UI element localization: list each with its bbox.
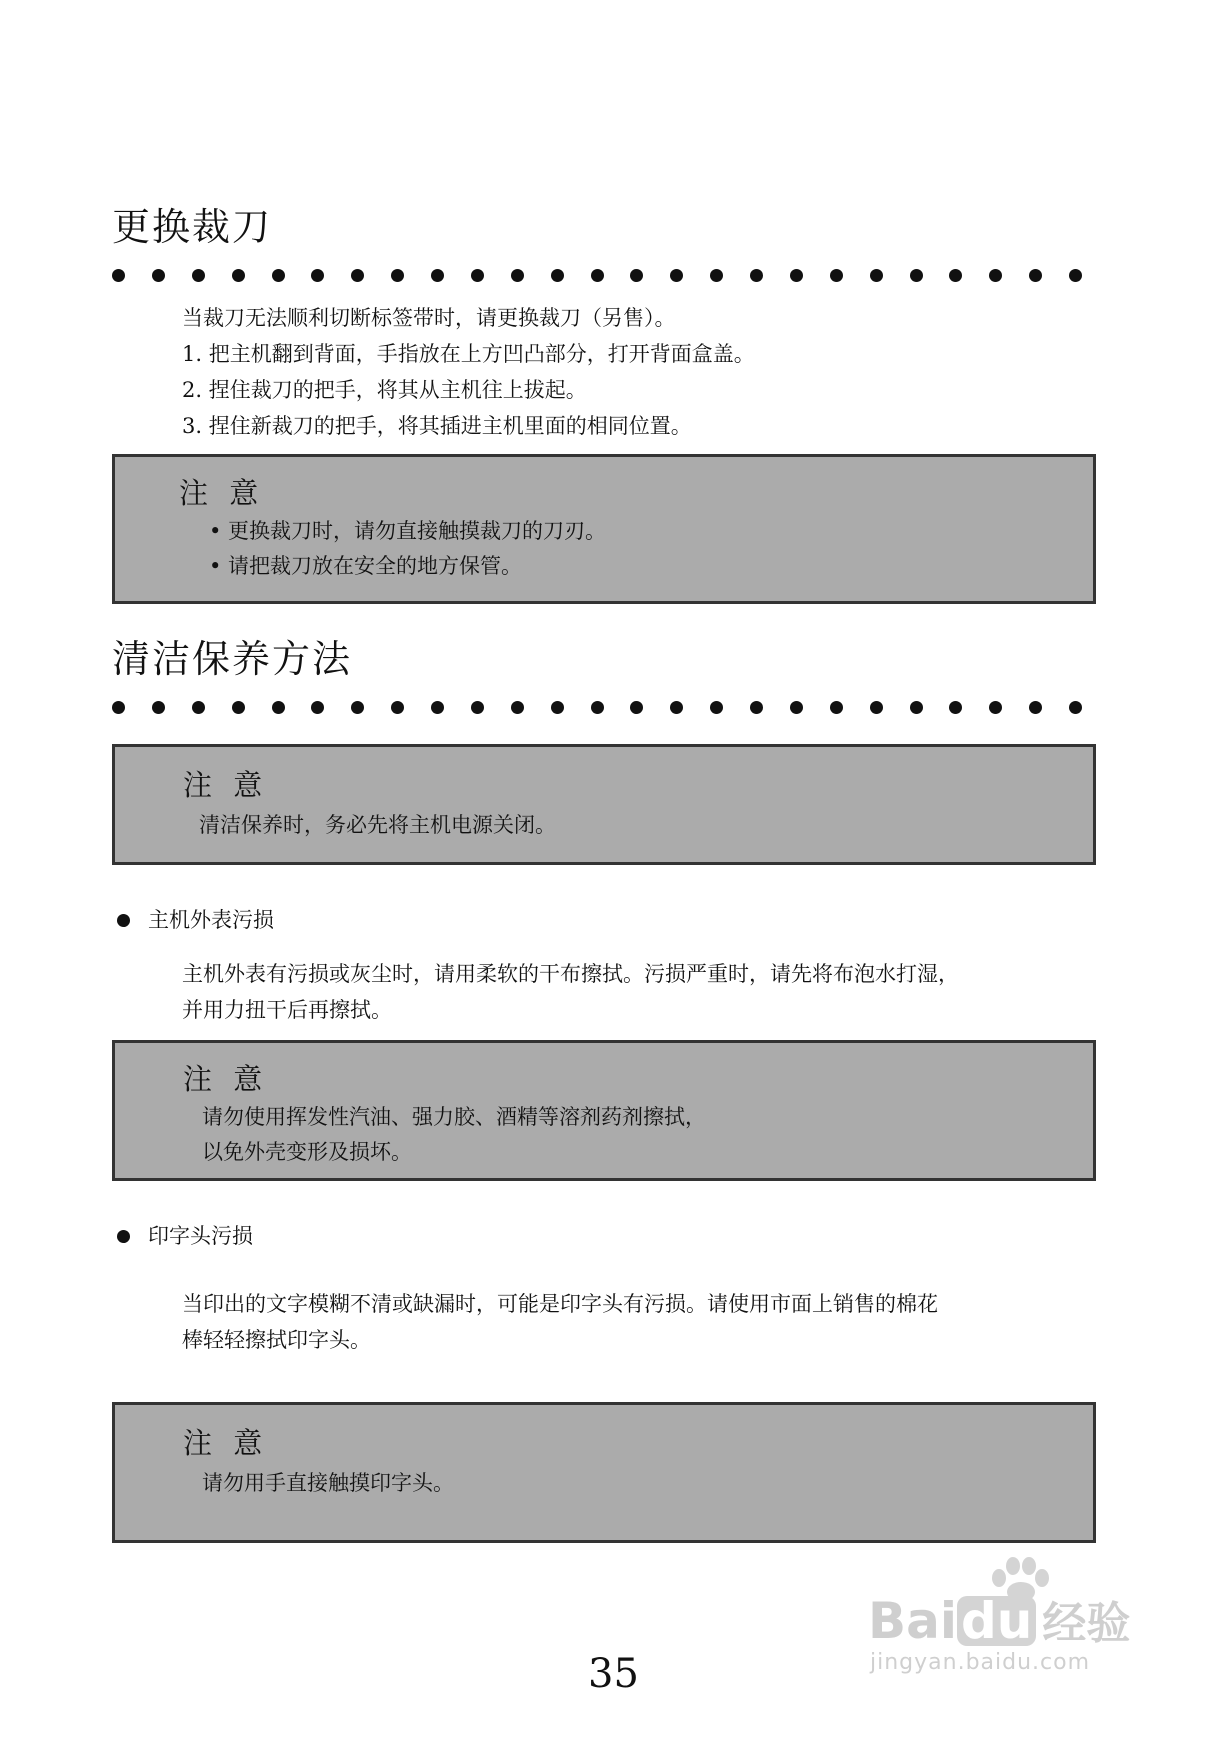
divider-dot xyxy=(112,269,125,282)
divider-dot xyxy=(511,269,524,282)
divider-dot xyxy=(272,701,285,714)
divider-dot xyxy=(830,701,843,714)
caution-box xyxy=(112,744,1096,865)
caution-line: • 更换裁刀时，请勿直接触摸裁刀的刀刃。 xyxy=(209,519,607,543)
section-body xyxy=(182,300,755,444)
divider-dot xyxy=(1069,701,1082,714)
bullet-icon xyxy=(117,1230,130,1243)
divider-dot xyxy=(471,701,484,714)
divider-dot xyxy=(790,269,803,282)
caution-line: 请勿用手直接触摸印字头。 xyxy=(202,1471,454,1495)
divider-dot xyxy=(710,701,723,714)
divider-dot xyxy=(431,269,444,282)
subsection-heading: 主机外表污损 xyxy=(148,908,274,932)
divider-dot xyxy=(630,701,643,714)
divider-dot xyxy=(710,269,723,282)
divider-dot xyxy=(1029,269,1042,282)
divider-dot xyxy=(551,269,564,282)
paragraph-line: 并用力扭干后再擦拭。 xyxy=(182,998,392,1022)
baidu-jingyan-watermark xyxy=(868,1556,1198,1676)
divider-dot xyxy=(192,701,205,714)
caution-line: • 请把裁刀放在安全的地方保管。 xyxy=(209,554,523,578)
divider-dot xyxy=(311,701,324,714)
paragraph-line: 3. 捏住新裁刀的把手，将其插进主机里面的相同位置。 xyxy=(182,414,692,438)
divider-dot xyxy=(112,701,125,714)
caution-box xyxy=(112,1040,1096,1181)
divider-dot xyxy=(790,701,803,714)
watermark-brand: Bai xyxy=(868,1592,957,1650)
caution-title: 注 意 xyxy=(183,1426,269,1460)
paragraph-line: 2. 捏住裁刀的把手，将其从主机往上拔起。 xyxy=(182,378,587,402)
divider-dot xyxy=(750,701,763,714)
divider-dot xyxy=(351,269,364,282)
divider-dot xyxy=(870,701,883,714)
divider-dot xyxy=(670,269,683,282)
divider-dot xyxy=(910,269,923,282)
divider-dot xyxy=(232,269,245,282)
section-title-replace-cutter: 更换裁刀 xyxy=(112,205,273,249)
divider-dot xyxy=(431,701,444,714)
paragraph-line: 当裁刀无法顺利切断标签带时，请更换裁刀（另售）。 xyxy=(182,306,676,330)
divider-dot xyxy=(551,701,564,714)
divider-dot xyxy=(910,701,923,714)
subsection-body xyxy=(182,1286,938,1358)
divider-dot xyxy=(391,269,404,282)
caution-line: 清洁保养时，务必先将主机电源关闭。 xyxy=(199,813,556,837)
paragraph-line: 棒轻轻擦拭印字头。 xyxy=(182,1328,371,1352)
caution-line: 请勿使用挥发性汽油、强力胶、酒精等溶剂药剂擦拭， xyxy=(202,1105,706,1129)
dotted-divider xyxy=(112,268,1082,282)
divider-dot xyxy=(870,269,883,282)
watermark-cn: 经验 xyxy=(1042,1598,1131,1649)
divider-dot xyxy=(1029,701,1042,714)
watermark-url: jingyan.baidu.com xyxy=(870,1650,1091,1675)
subsection-body xyxy=(182,956,959,1028)
divider-dot xyxy=(830,269,843,282)
divider-dot xyxy=(750,269,763,282)
divider-dot xyxy=(989,269,1002,282)
divider-dot xyxy=(232,701,245,714)
divider-dot xyxy=(630,269,643,282)
divider-dot xyxy=(949,269,962,282)
divider-dot xyxy=(670,701,683,714)
caution-title: 注 意 xyxy=(183,1062,269,1096)
caution-title: 注 意 xyxy=(183,768,269,802)
divider-dot xyxy=(311,269,324,282)
divider-dot xyxy=(391,701,404,714)
paragraph-line: 1. 把主机翻到背面，手指放在上方凹凸部分，打开背面盒盖。 xyxy=(182,342,755,366)
page-number: 35 xyxy=(588,1651,639,1697)
caution-box xyxy=(112,1402,1096,1543)
divider-dot xyxy=(949,701,962,714)
caution-line: 以免外壳变形及损坏。 xyxy=(202,1140,412,1164)
divider-dot xyxy=(152,701,165,714)
dotted-divider xyxy=(112,700,1082,714)
bullet-icon xyxy=(117,914,130,927)
paragraph-line: 主机外表有污损或灰尘时，请用柔软的干布擦拭。污损严重时，请先将布泡水打湿， xyxy=(182,962,959,986)
divider-dot xyxy=(192,269,205,282)
section-title-cleaning: 清洁保养方法 xyxy=(112,637,353,681)
divider-dot xyxy=(511,701,524,714)
caution-title: 注 意 xyxy=(179,476,265,510)
divider-dot xyxy=(591,701,604,714)
divider-dot xyxy=(152,269,165,282)
divider-dot xyxy=(591,269,604,282)
subsection-heading: 印字头污损 xyxy=(148,1224,253,1248)
divider-dot xyxy=(471,269,484,282)
divider-dot xyxy=(989,701,1002,714)
divider-dot xyxy=(272,269,285,282)
watermark-brand-du: du xyxy=(957,1596,1036,1646)
caution-box xyxy=(112,454,1096,604)
paragraph-line: 当印出的文字模糊不清或缺漏时，可能是印字头有污损。请使用市面上销售的棉花 xyxy=(182,1292,938,1316)
divider-dot xyxy=(1069,269,1082,282)
divider-dot xyxy=(351,701,364,714)
